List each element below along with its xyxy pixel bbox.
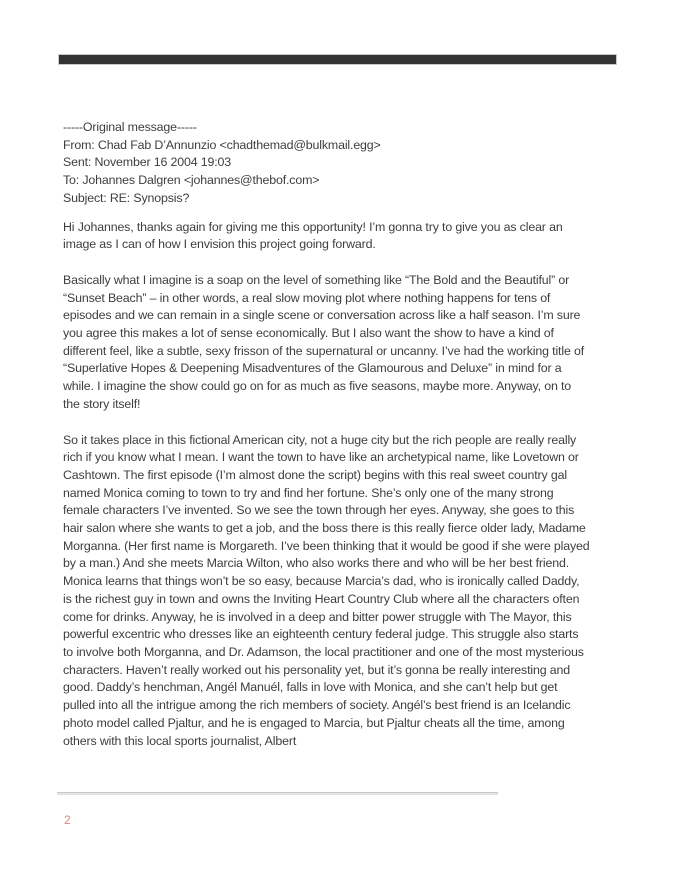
page-content	[63, 119, 590, 768]
decorative-top-bar	[58, 54, 617, 65]
email-header-block	[63, 119, 590, 208]
body-paragraph-concept: Basically what I imagine is a soap on the level of something like “The Bold and the Beautiful” or “Sunset Beach” – in other words, a real slow moving plot where nothing happens for tens of episodes and we can remain in a single scene or conversation across like a half season. I’m sure you agree this makes a lot of sense economically. But I also want the show to have a kind of different feel, like a subtle, sexy frisson of the supernatural or uncanny. I’ve had the working title of “Superlative Hopes & Deepening Misadventures of the Glamourous and Deluxe” in mind for a while. I imagine the show could go on for as much as five seasons, maybe more. Anyway, on to the story itself!	[63, 272, 585, 411]
page-number: 2	[64, 813, 71, 827]
email-subject-line: Subject: RE: Synopsis?	[63, 190, 190, 205]
email-to-line: To: Johannes Dalgren <johannes@thebof.com>	[63, 173, 320, 188]
email-sent-line: Sent: November 16 2004 19:03	[63, 155, 232, 170]
email-separator-line: -----Original message-----	[63, 120, 197, 134]
email-from-line: From: Chad Fab D’Annunzio <chadthemad@bulkmail.egg>	[63, 137, 381, 152]
body-paragraph-story: So it takes place in this fictional American city, not a huge city but the rich people are really really rich if you know what I mean. I want the town to have like an archetypical name, like Lovetown or Cashtown. The first episode (I’m almost done the script) begins with this real sweet country gal named Monica coming to town to try and find her fortune. She’s only one of the many strong female characters I’ve invented. So we see the town through her eyes. Anyway, she goes to this hair salon where she wants to get a job, and the boss there is this really fierce older lady, Madame Morganna. (Her first name is Morgareth. I’ve been thinking that it would be good if she were played by a man.) And she meets Marcia Wilton, who also works there and who will be her best friend. Monica learns that things won’t be so easy, because Marcia’s dad, who is ironically called Daddy, is the richest guy in town and owns the Inviting Heart Country Club where all the characters often come for drinks. Anyway, he is involved in a deep and bitter power struggle with The Mayor, this powerful excentric who dresses like an eighteenth century federal judge. This struggle also starts to involve both Morganna, and Dr. Adamson, the local practitioner and one of the most mysterious characters. Haven’t really worked out his personality yet, but it’s gonna be really interesting and good. Daddy’s henchman, Angél Manuél, falls in love with Monica, and she can’t help but get pulled into all the intrigue among the rich members of society. Angél’s best friend is an Icelandic photo model called Pjaltur, and he is engaged to Marcia, but Pjaltur cheats all the time, among others with this local sports journalist, Albert	[63, 432, 590, 748]
body-paragraph-intro: Hi Johannes, thanks again for giving me this opportunity! I’m gonna try to give you as clear an image as I can of how I envision this project going forward.	[63, 219, 563, 252]
footer-divider	[57, 792, 498, 795]
